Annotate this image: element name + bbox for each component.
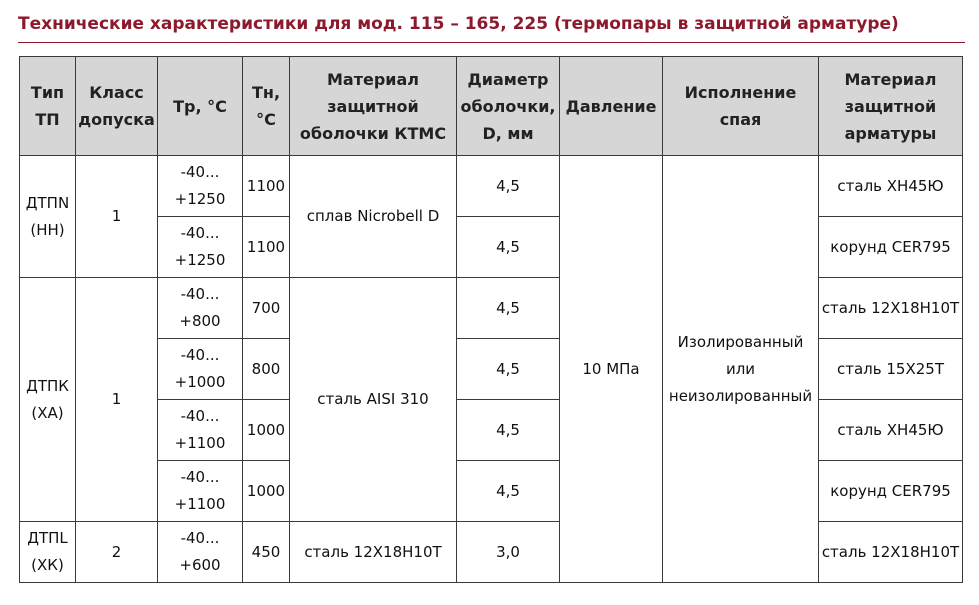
cell-line: -40... — [180, 346, 220, 364]
cell-line: или — [725, 359, 756, 378]
cell-type — [20, 156, 76, 278]
cell-class: 2 — [76, 522, 158, 583]
header-line: Материал — [844, 69, 937, 89]
header-line: защитной — [844, 96, 937, 116]
header-line: °С — [256, 110, 276, 129]
header-line: защитной — [327, 96, 419, 116]
cell-diameter: 3,0 — [457, 522, 560, 583]
cell-tn: 800 — [243, 339, 290, 400]
cell-tn: 1000 — [243, 400, 290, 461]
cell-tr — [158, 278, 243, 339]
header-line: оболочки КТМС — [299, 123, 447, 143]
cell-class: 1 — [76, 156, 158, 278]
cell-line: +800 — [179, 312, 221, 330]
cell-line: +1100 — [174, 495, 226, 513]
header-line: арматуры — [844, 123, 937, 143]
specifications-table — [19, 56, 963, 583]
cell-sheath-material: сталь AISI 310 — [290, 278, 457, 522]
table-row — [20, 156, 963, 217]
header-armature-material — [819, 57, 963, 156]
header-junction — [663, 57, 819, 156]
cell-tr — [158, 461, 243, 522]
cell-armature-material: корунд CER795 — [819, 461, 963, 522]
cell-tn: 450 — [243, 522, 290, 583]
cell-line: +1250 — [174, 251, 226, 269]
cell-sheath-material: сталь 12Х18Н10Т — [290, 522, 457, 583]
cell-tr — [158, 217, 243, 278]
cell-armature-material: сталь 15Х25Т — [819, 339, 963, 400]
cell-line: -40... — [180, 224, 220, 242]
cell-line: неизолированный — [668, 386, 813, 405]
cell-line: ДТПN — [25, 193, 70, 212]
cell-type — [20, 278, 76, 522]
cell-tn: 1100 — [243, 217, 290, 278]
cell-diameter: 4,5 — [457, 339, 560, 400]
cell-tn: 1000 — [243, 461, 290, 522]
cell-diameter: 4,5 — [457, 217, 560, 278]
cell-armature-material: сталь ХН45Ю — [819, 400, 963, 461]
cell-armature-material: сталь ХН45Ю — [819, 156, 963, 217]
cell-line: ДТПL — [27, 529, 68, 547]
header-sheath-material — [290, 57, 457, 156]
cell-diameter: 4,5 — [457, 400, 560, 461]
table-header-row — [20, 57, 963, 156]
header-pressure — [560, 57, 663, 156]
cell-armature-material: сталь 12Х18Н10Т — [819, 522, 963, 583]
header-line: Материал — [326, 69, 420, 89]
cell-line: ДТПК — [26, 376, 69, 395]
cell-pressure: 10 МПа — [560, 156, 663, 583]
cell-diameter: 4,5 — [457, 461, 560, 522]
cell-line: (ХА) — [31, 403, 64, 422]
cell-line: +1100 — [174, 434, 226, 452]
header-line: Исполнение — [684, 83, 797, 102]
header-line: Тип — [30, 83, 65, 102]
cell-tn: 700 — [243, 278, 290, 339]
header-diameter — [457, 57, 560, 156]
title-divider — [18, 42, 965, 43]
cell-diameter: 4,5 — [457, 278, 560, 339]
cell-tr — [158, 339, 243, 400]
cell-junction — [663, 156, 819, 583]
cell-line: -40... — [180, 163, 220, 181]
header-line: ТП — [35, 110, 60, 129]
cell-tr — [158, 156, 243, 217]
cell-tn: 1100 — [243, 156, 290, 217]
table-row — [20, 339, 963, 400]
cell-line: +600 — [179, 556, 221, 574]
header-line: Тн, — [251, 83, 281, 102]
header-class — [76, 57, 158, 156]
cell-line: (ХК) — [31, 556, 64, 574]
table-row — [20, 522, 963, 583]
cell-line: Изолированный — [677, 332, 804, 351]
cell-type — [20, 522, 76, 583]
cell-line: +1000 — [174, 373, 226, 391]
header-line: оболочки, — [460, 96, 556, 116]
header-line: допуска — [78, 110, 155, 129]
header-type — [20, 57, 76, 156]
cell-line: -40... — [180, 529, 220, 547]
cell-class: 1 — [76, 278, 158, 522]
cell-tr — [158, 522, 243, 583]
header-tr — [158, 57, 243, 156]
cell-line: (НН) — [30, 220, 65, 239]
header-tn — [243, 57, 290, 156]
cell-sheath-material: сплав Nicrobell D — [290, 156, 457, 278]
cell-tr — [158, 400, 243, 461]
cell-armature-material: корунд CER795 — [819, 217, 963, 278]
header-line: Давление — [565, 96, 657, 116]
cell-line: -40... — [180, 407, 220, 425]
table-row — [20, 278, 963, 339]
table-row — [20, 461, 963, 522]
header-line: Тр, °С — [173, 96, 227, 116]
header-line: D, мм — [482, 123, 534, 143]
page-title: Технические характеристики для мод. 115 – 165, 225 (термопары в защитной арматуре) — [18, 14, 899, 34]
header-line: Диаметр — [467, 69, 549, 89]
header-line: спая — [719, 110, 762, 129]
cell-line: -40... — [180, 468, 220, 486]
cell-line: +1250 — [174, 190, 226, 208]
table-row — [20, 217, 963, 278]
header-line: Класс — [89, 83, 144, 102]
cell-armature-material: сталь 12Х18Н10Т — [819, 278, 963, 339]
cell-diameter: 4,5 — [457, 156, 560, 217]
table-row — [20, 400, 963, 461]
cell-line: -40... — [180, 285, 220, 303]
